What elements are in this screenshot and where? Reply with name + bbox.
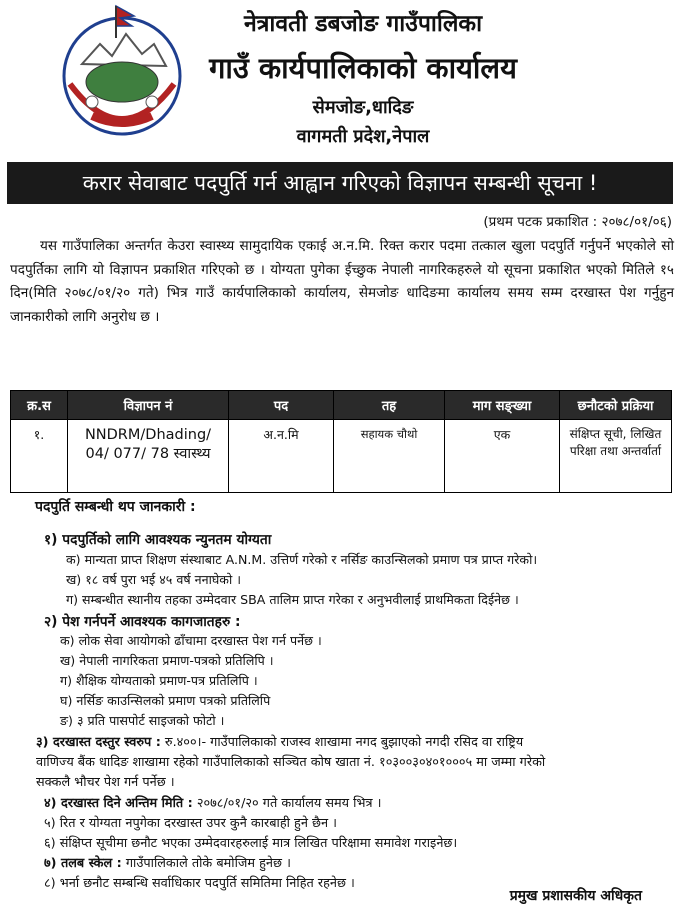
table-row [11, 420, 672, 493]
section-qualification-title: १) पदपुर्तिको लागि आवश्यक न्युनतम योग्यता [44, 532, 272, 548]
document-item: क) लोक सेवा आयोगको ढाँचामा दरखास्त पेश गर्न पर्नेछ । [60, 633, 322, 648]
fee-line [36, 732, 523, 750]
salary-label: ७) तलब स्केल : [44, 856, 122, 871]
fee-line-3: सक्कलै भौचर पेश गर्न पर्नेछ । [36, 775, 175, 790]
deadline-line [44, 793, 381, 811]
document-item: ग) शैक्षिक योग्यताको प्रमाण-पत्र प्रतिलिपि । [60, 673, 258, 688]
cell-process: संक्षिप्त सूची, लिखित परिक्षा तथा अन्तर्वार्ता [560, 420, 672, 493]
cell-count: एक [445, 420, 560, 493]
col-header-post: पद [229, 391, 334, 420]
document-item: ख) नेपाली नागरिकता प्रमाण-पत्रको प्रतिलिपि । [60, 653, 274, 668]
intro-paragraph: यस गाउँपालिका अन्तर्गत केउरा स्वास्थ्य सामुदायिक एकाई अ.न.मि. रिक्त करार पदमा तत्काल खुला पदपुर्ति गर्नुपर्ने भएकोले सो पदपुर्तिका लागि यो विज्ञापन प्रकाशित गरिएको छ । योग्यता पुगेका ईच्छुक नेपाली नागरिकहरुले यो सूचना प्रकाशित भएको मितिले १५ दिन(मिति २०७८/०१/२० गते) भित्र गाउँ कार्यपालिकाको कार्यालय, सेमजोङ धादिङमा कार्यालय समय सम्म दरखास्त पेश गर्नुहुन जानकारीको लागि अनुरोध छ । [10, 238, 674, 325]
col-header-count: माग सङ्ख्या [445, 391, 560, 420]
fee-label: ३) दरखास्त दस्तुर स्वरुप : [36, 735, 161, 750]
qualification-item: क) मान्यता प्राप्त शिक्षण संस्थाबाट A.N.M. उत्तिर्ण गरेको र नर्सिङ काउन्सिलको प्रमाण पत्र प्राप्त गरेको। [66, 552, 538, 567]
notice-title-banner: करार सेवाबाट पदपुर्ति गर्न आह्वान गरिएको विज्ञापन सम्बन्धी सूचना ! [7, 162, 673, 204]
col-header-ad-no: विज्ञापन नं [68, 391, 229, 420]
cell-level: सहायक चौथो [334, 420, 445, 493]
cell-sn: १. [11, 420, 68, 493]
office-name: गाउँ कार्यपालिकाको कार्यालय [209, 51, 517, 85]
vacancy-table [10, 390, 672, 493]
cell-ad-no: NNDRM/Dhading/ 04/ 077/ 78 स्वास्थ्य [68, 420, 229, 493]
published-date: (प्रथम पटक प्रकाशित : २०७८/०१/०६) [483, 214, 672, 230]
qualification-item: ग) सम्बन्धीत स्थानीय तहका उम्मेदवार SBA तालिम प्राप्त गरेका र अनुभवीलाई प्राथमिकता दिईनेछ । [66, 592, 519, 607]
salary-text: गाउँपालिकाले तोके बमोजिम हुनेछ । [125, 856, 291, 871]
fee-text: रु.४००।- गाउँपालिकाको राजस्व शाखामा नगद बुझाएको नगदी रसिद वा राष्ट्रिय [164, 735, 524, 750]
deadline-text: २०७८/०१/२० गते कार्यालय समय भित्र । [196, 796, 382, 811]
col-header-level: तह [334, 391, 445, 420]
qualification-item: ख) १८ वर्ष पुरा भई ४५ वर्ष ननाघेको । [66, 572, 241, 587]
letterhead [0, 0, 686, 160]
rule-5: ५) रित र योग्यता नपुगेका दरखास्त उपर कुनै कारबाही हुने छैन । [44, 816, 338, 831]
rule-6: ६) संक्षिप्त सूचीमा छनौट भएका उम्मेदवारहरुलाई मात्र लिखित परिक्षामा समावेश गराइनेछ। [44, 836, 458, 851]
rule-8: ८) भर्ना छनौट सम्बन्धि सर्वाधिकार पदपुर्ति समितिमा निहित रहनेछ । [44, 876, 355, 891]
section-documents-title: २) पेश गर्नपर्ने आवश्यक कागजातहरु : [44, 614, 241, 630]
province-name: वागमती प्रदेश,नेपाल [296, 126, 430, 147]
fee-line-2: वाणिज्य बैंक धादिङ शाखामा रहेको गाउँपालिकाको सञ्चित कोष खाता नं. १०३००३०४०१०००५ मा जम्मा गरेको [36, 755, 546, 770]
col-header-process: छनौटको प्रक्रिया [560, 391, 672, 420]
more-info-title: पदपुर्ति सम्बन्धी थप जानकारी : [35, 499, 196, 515]
salary-line [44, 853, 291, 871]
signatory-title: प्रमुख प्रशासकीय अधिकृत [509, 888, 642, 904]
document-item: घ) नर्सिङ काउन्सिलको प्रमाण पत्रको प्रतिलिपि [60, 693, 271, 708]
cell-post: अ.न.मि [229, 420, 334, 493]
table-header-row [11, 391, 672, 420]
col-header-sn: क्र.स [11, 391, 68, 420]
deadline-label: ४) दरखास्त दिने अन्तिम मिति : [44, 796, 193, 811]
municipality-name: नेत्रावती डबजोङ गाउँपालिका [243, 11, 483, 37]
office-location: सेमजोङ,धादिङ [312, 97, 414, 118]
document-item: ङ) ३ प्रति पासपोर्ट साइजको फोटो । [60, 713, 225, 728]
